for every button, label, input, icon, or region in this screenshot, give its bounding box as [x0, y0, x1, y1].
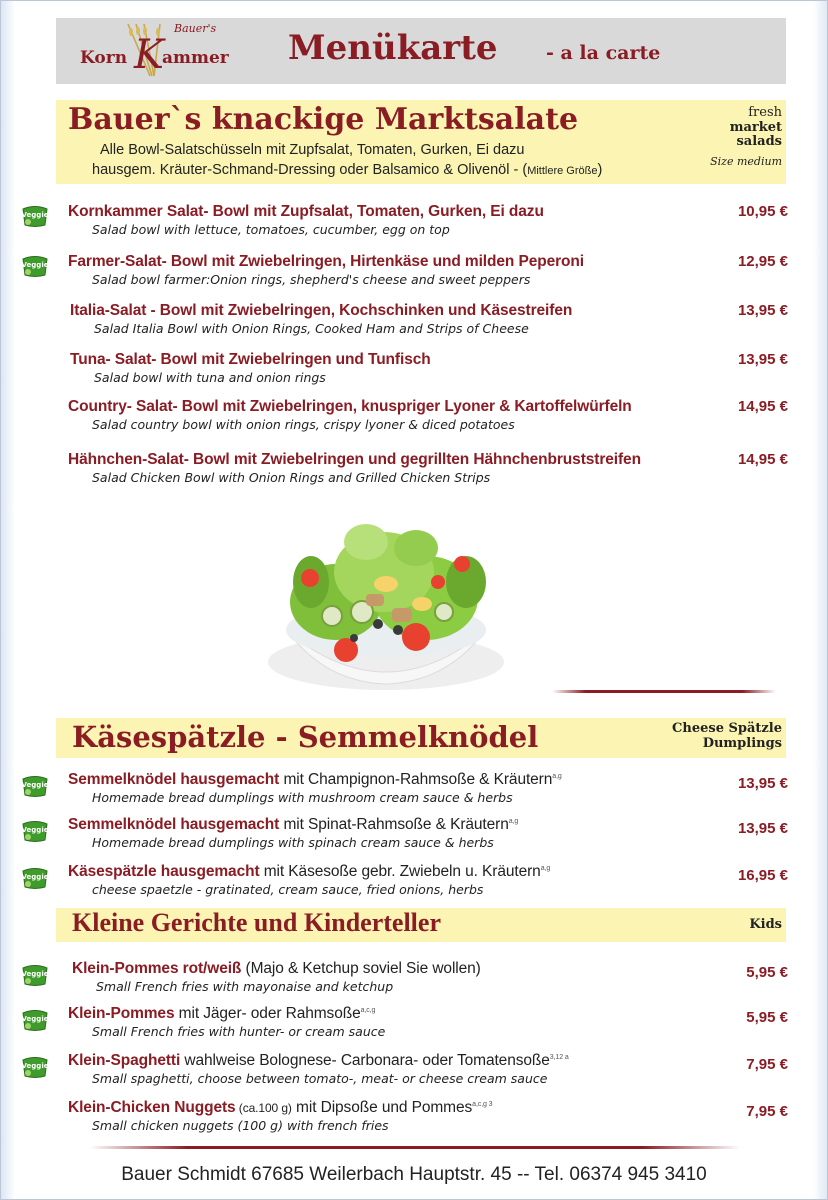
item-name-bold: Klein-Spaghetti: [68, 1052, 181, 1069]
salads-intro-line2: [92, 162, 602, 178]
item-price: 14,95 €: [737, 451, 788, 468]
item-name-rest: mit Jäger- oder Rahmsoße: [174, 1005, 361, 1022]
veggie-badge-icon: [20, 962, 50, 988]
item-price: 5,95 €: [746, 964, 788, 981]
label-salads: salads: [736, 134, 782, 150]
svg-text:Veggie: Veggie: [21, 970, 49, 978]
label-market: market: [729, 119, 782, 135]
item-price: 10,95 €: [737, 203, 788, 220]
item-name: Tuna- Salat- Bowl mit Zwiebelringen und Tunfisch: [70, 351, 431, 368]
item-description: Salad Italia Bowl with Onion Rings, Cooked Ham and Strips of Cheese: [94, 321, 529, 336]
svg-text:Veggie: Veggie: [21, 873, 49, 881]
label-dumplings: Dumplings: [702, 735, 782, 751]
spaetzle-english-label: [672, 722, 782, 751]
salads-intro-line1: Alle Bowl-Salatschüsseln mit Zupfsalat, Tomaten, Gurken, Ei dazu: [100, 142, 525, 158]
allergen-codes: a,g: [508, 817, 519, 825]
veggie-badge-icon: [20, 818, 50, 844]
item-price: 7,95 €: [746, 1103, 788, 1120]
svg-text:Veggie: Veggie: [21, 211, 49, 219]
kids-section-header: [56, 908, 786, 942]
item-name: Farmer-Salat- Bowl mit Zwiebelringen, Hirtenkäse und milden Peperoni: [68, 253, 585, 270]
logo-ammer-text: ammer: [162, 48, 229, 68]
item-description: Small spaghetti, choose between tomato-, meat- or cheese cream sauce: [92, 1071, 548, 1086]
kornkammer-logo: [80, 22, 260, 80]
item-description: Small French fries with hunter- or cream sauce: [92, 1024, 386, 1039]
item-price: 5,95 €: [746, 1009, 788, 1026]
label-fresh: fresh: [748, 105, 782, 120]
item-description: Small chicken nuggets (100 g) with french fries: [92, 1118, 389, 1133]
item-portion: (ca.100 g): [235, 1101, 292, 1115]
item-name-rest: mit Käsesoße gebr. Zwiebeln u. Kräutern: [259, 863, 541, 880]
item-name: Hähnchen-Salat- Bowl mit Zwiebelringen und gegrillten Hähnchenbruststreifen: [68, 451, 641, 468]
item-name-rest: (Majo & Ketchup soviel Sie wollen): [241, 960, 481, 977]
salads-intro-line2-text: hausgem. Kräuter-Schmand-Dressing oder Balsamico & Olivenöl - (: [92, 162, 528, 178]
item-description: Homemade bread dumplings with spinach cream sauce & herbs: [92, 835, 494, 850]
item-name-bold: Semmelknödel hausgemacht: [68, 771, 280, 788]
svg-text:Veggie: Veggie: [21, 781, 49, 789]
item-description: Salad bowl with lettuce, tomatoes, cucumber, egg on top: [92, 222, 450, 237]
label-cheese-spaetzle: Cheese Spätzle: [672, 721, 782, 736]
svg-text:Veggie: Veggie: [21, 1015, 49, 1023]
item-price: 16,95 €: [737, 867, 788, 884]
veggie-badge-icon: [20, 1007, 50, 1033]
item-name: [68, 1099, 492, 1117]
item-description: Salad bowl with tuna and onion rings: [94, 370, 326, 385]
item-name-bold: Klein-Pommes rot/weiß: [72, 960, 242, 977]
item-name: [68, 1005, 375, 1023]
item-name-bold: Käsespätzle hausgemacht: [68, 863, 260, 880]
item-description: Salad country bowl with onion rings, crispy lyoner & diced potatoes: [92, 417, 515, 432]
item-name: Country- Salat- Bowl mit Zwiebelringen, knuspriger Lyoner & Kartoffelwürfeln: [68, 398, 632, 415]
salad-section-divider: [552, 690, 776, 693]
item-name-bold: Klein-Pommes: [68, 1005, 175, 1022]
item-name-bold: Klein-Chicken Nuggets: [68, 1099, 236, 1116]
footer-address: Bauer Schmidt 67685 Weilerbach Hauptstr. 45 -- Tel. 06374 945 3410: [121, 1164, 707, 1185]
item-price: 14,95 €: [737, 398, 788, 415]
item-name-rest: mit Champignon-Rahmsoße & Kräutern: [279, 771, 553, 788]
item-name: [68, 863, 550, 881]
allergen-codes: a,c,g: [360, 1006, 376, 1014]
size-note: Mittlere Größe: [527, 165, 598, 177]
item-name: [68, 816, 518, 834]
logo-korn-text: Korn: [80, 48, 128, 68]
item-price: 12,95 €: [737, 253, 788, 270]
item-name-rest: wahlweise Bolognese- Carbonara- oder Tomatensoße: [180, 1052, 550, 1069]
item-price: 7,95 €: [746, 1056, 788, 1073]
footer-divider: [90, 1146, 740, 1149]
spaetzle-section-header: [56, 718, 786, 758]
header-bar: [56, 18, 786, 84]
salads-title: Bauer`s knackige Marktsalate: [68, 102, 579, 137]
svg-text:Veggie: Veggie: [21, 826, 49, 834]
item-price: 13,95 €: [737, 351, 788, 368]
kids-english-label: Kids: [749, 917, 782, 932]
item-description: Small French fries with mayonaise and ketchup: [96, 979, 394, 994]
salad-bowl-image: [266, 512, 506, 694]
veggie-badge-icon: [20, 865, 50, 891]
kids-title: Kleine Gerichte und Kinderteller: [72, 908, 441, 937]
veggie-badge-icon: [20, 253, 50, 279]
item-name-bold: Semmelknödel hausgemacht: [68, 816, 280, 833]
item-name: [68, 771, 562, 789]
salads-english-label: [710, 106, 782, 168]
item-price: 13,95 €: [737, 302, 788, 319]
logo-k-letter: K: [134, 32, 164, 78]
logo-bauer-text: Bauer's: [174, 22, 217, 35]
allergen-codes: a,c,g 3: [472, 1100, 493, 1108]
item-name: Kornkammer Salat- Bowl mit Zupfsalat, Tomaten, Gurken, Ei dazu: [68, 203, 544, 220]
page-title: Menükarte: [288, 28, 498, 68]
veggie-badge-icon: [20, 203, 50, 229]
salads-section-header: [56, 100, 786, 184]
allergen-codes: a,g: [552, 772, 562, 780]
item-description: Salad Chicken Bowl with Onion Rings and Grilled Chicken Strips: [92, 470, 491, 485]
item-description: Homemade bread dumplings with mushroom cream sauce & herbs: [92, 790, 513, 805]
item-description: Salad bowl farmer:Onion rings, shepherd's cheese and sweet peppers: [92, 272, 531, 287]
allergen-codes: 3,12 a: [549, 1053, 569, 1061]
veggie-badge-icon: [20, 1054, 50, 1080]
allergen-codes: a,g: [540, 864, 551, 872]
svg-text:Veggie: Veggie: [21, 1062, 49, 1070]
salads-intro-line2-end: ): [597, 162, 603, 178]
item-name: Italia-Salat - Bowl mit Zwiebelringen, Kochschinken und Käsestreifen: [70, 302, 573, 319]
spaetzle-title: Käsespätzle - Semmelknödel: [72, 720, 539, 754]
veggie-badge-icon: [20, 773, 50, 799]
page-subtitle: - a la carte: [546, 42, 661, 64]
item-name-rest: mit Spinat-Rahmsoße & Kräutern: [279, 816, 509, 833]
item-name: [72, 960, 481, 978]
svg-text:Veggie: Veggie: [21, 261, 49, 269]
item-name-rest: mit Dipsoße und Pommes: [291, 1099, 473, 1116]
label-size-medium: Size medium: [710, 154, 782, 168]
item-description: cheese spaetzle - gratinated, cream sauce, fried onions, herbs: [92, 882, 484, 897]
item-price: 13,95 €: [737, 820, 788, 837]
item-name: [68, 1052, 569, 1070]
item-price: 13,95 €: [737, 775, 788, 792]
